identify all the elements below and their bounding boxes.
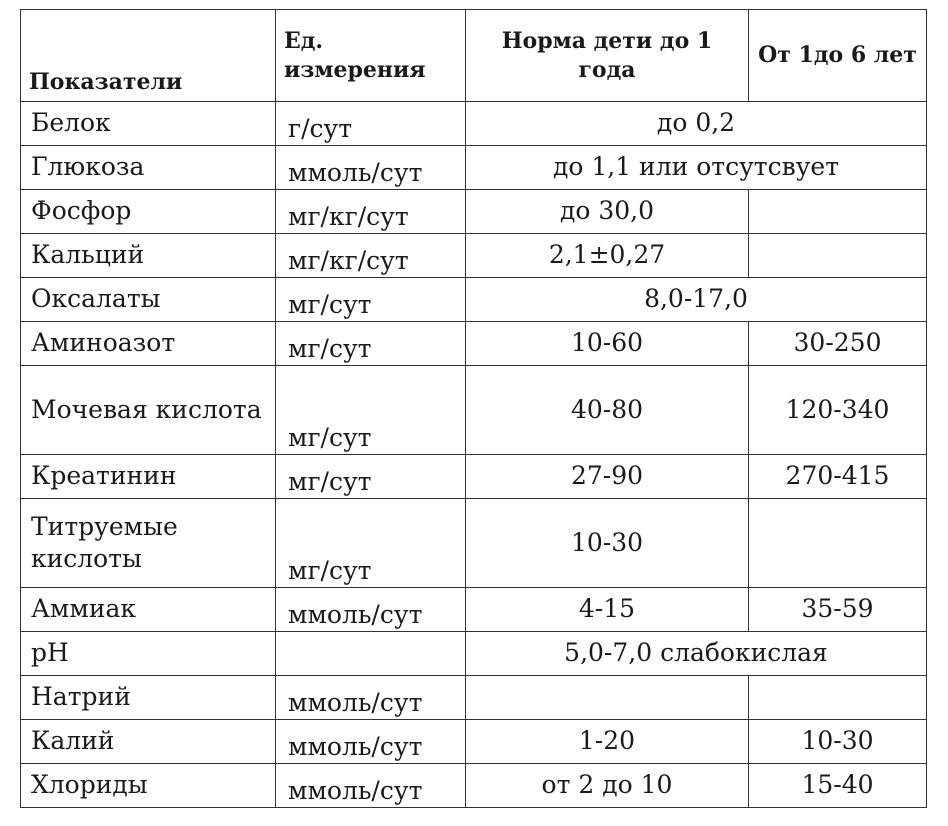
row-value-1-6: 120-340 (749, 366, 927, 455)
header-indicator: Показатели (21, 10, 276, 102)
row-unit: мг/сут (276, 499, 466, 588)
table-row (21, 499, 927, 588)
urine-norms-table (20, 9, 927, 808)
row-unit: г/сут (276, 102, 466, 146)
row-value-1-6 (749, 234, 927, 278)
header-norm-infant: Норма дети до 1 года (466, 10, 749, 102)
row-name: Титруемые кислоты (21, 499, 276, 588)
table-row (21, 278, 927, 322)
row-value-infant: 1-20 (466, 720, 749, 764)
row-value-infant: 2,1±0,27 (466, 234, 749, 278)
row-name: Креатинин (21, 455, 276, 499)
row-name: Хлориды (21, 764, 276, 808)
table-header-row (21, 10, 927, 102)
row-value-1-6 (749, 676, 927, 720)
row-name: Белок (21, 102, 276, 146)
table-row (21, 234, 927, 278)
table-row (21, 146, 927, 190)
table-row (21, 720, 927, 764)
row-value-infant: 10-60 (466, 322, 749, 366)
header-norm-1-6: От 1до 6 лет (749, 10, 927, 102)
row-name: Фосфор (21, 190, 276, 234)
row-unit: ммоль/сут (276, 720, 466, 764)
row-value-span: до 0,2 (466, 102, 927, 146)
row-value-span: 8,0-17,0 (466, 278, 927, 322)
row-value-1-6 (749, 499, 927, 588)
row-unit: ммоль/сут (276, 676, 466, 720)
row-value-span: 5,0-7,0 слабокислая (466, 632, 927, 676)
table-row (21, 455, 927, 499)
table-row (21, 190, 927, 234)
row-unit: мг/сут (276, 455, 466, 499)
row-value-infant: 27-90 (466, 455, 749, 499)
table-row (21, 632, 927, 676)
table-row (21, 764, 927, 808)
row-name: Калий (21, 720, 276, 764)
table-row (21, 588, 927, 632)
row-name: Натрий (21, 676, 276, 720)
row-name: Оксалаты (21, 278, 276, 322)
row-value-span: до 1,1 или отсутсвует (466, 146, 927, 190)
row-value-1-6: 10-30 (749, 720, 927, 764)
row-name: Мочевая кислота (21, 366, 276, 455)
row-value-1-6: 30-250 (749, 322, 927, 366)
row-value-infant: 40-80 (466, 366, 749, 455)
row-value-infant: 4-15 (466, 588, 749, 632)
row-name: Аминоазот (21, 322, 276, 366)
row-value-infant: до 30,0 (466, 190, 749, 234)
table-row (21, 322, 927, 366)
row-name: pH (21, 632, 276, 676)
row-value-1-6: 15-40 (749, 764, 927, 808)
row-unit: мг/кг/сут (276, 190, 466, 234)
row-unit: мг/сут (276, 278, 466, 322)
table-row (21, 676, 927, 720)
row-name: Глюкоза (21, 146, 276, 190)
row-value-infant (466, 676, 749, 720)
row-value-infant: 10-30 (466, 499, 749, 588)
row-unit: мг/кг/сут (276, 234, 466, 278)
row-value-1-6: 35-59 (749, 588, 927, 632)
row-unit (276, 632, 466, 676)
row-unit: ммоль/сут (276, 588, 466, 632)
row-name: Аммиак (21, 588, 276, 632)
row-name: Кальций (21, 234, 276, 278)
table-row (21, 102, 927, 146)
row-value-1-6 (749, 190, 927, 234)
row-unit: ммоль/сут (276, 146, 466, 190)
header-units: Ед. измерения (276, 10, 466, 102)
row-value-1-6: 270-415 (749, 455, 927, 499)
urine-norms-table-container (20, 9, 927, 808)
row-unit: мг/сут (276, 322, 466, 366)
row-unit: мг/сут (276, 366, 466, 455)
row-value-infant: от 2 до 10 (466, 764, 749, 808)
table-row (21, 366, 927, 455)
row-unit: ммоль/сут (276, 764, 466, 808)
